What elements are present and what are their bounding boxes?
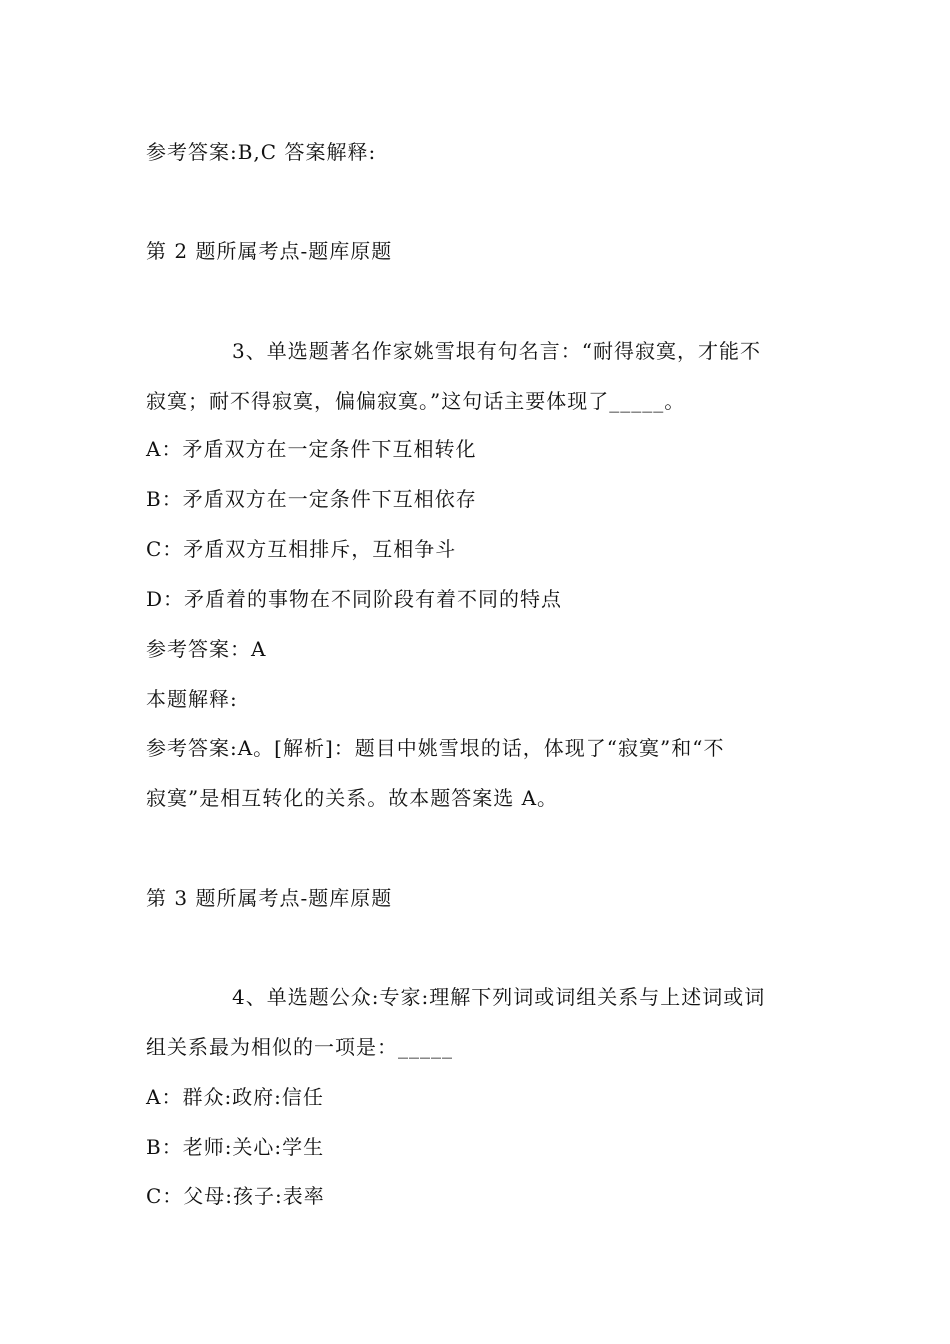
- q4-stem-line1: 4、单选题公众:专家:理解下列词或词组关系与上述词或词: [232, 985, 766, 1009]
- q3-explanation-line2: 寂寞”是相互转化的关系。故本题答案选 A。: [146, 786, 559, 810]
- q4-option-a: A：群众:政府:信任: [146, 1085, 324, 1109]
- q3-option-d: D：矛盾着的事物在不同阶段有着不同的特点: [146, 587, 563, 611]
- q4-option-c: C：父母:孩子:表率: [146, 1184, 325, 1208]
- q3-option-b: B：矛盾双方在一定条件下互相依存: [146, 487, 477, 511]
- q3-stem-line1: 3、单选题著名作家姚雪垠有句名言：“耐得寂寞，才能不: [232, 339, 761, 363]
- q2-answer: 参考答案:B,C 答案解释:: [146, 140, 377, 164]
- q3-option-c: C：矛盾双方互相排斥，互相争斗: [146, 537, 457, 561]
- q3-stem-line2: 寂寞；耐不得寂寞，偏偏寂寞。”这句话主要体现了_____。: [146, 389, 686, 413]
- q3-explanation-line1: 参考答案:A。[解析]：题目中姚雪垠的话，体现了“寂寞”和“不: [146, 736, 725, 760]
- q3-option-a: A：矛盾双方在一定条件下互相转化: [146, 437, 477, 461]
- q3-source: 第 3 题所属考点-题库原题: [146, 886, 393, 910]
- q3-answer: 参考答案：A: [146, 637, 267, 661]
- q3-explanation-label: 本题解释:: [146, 687, 238, 711]
- q2-source: 第 2 题所属考点-题库原题: [146, 239, 393, 263]
- q4-option-b: B：老师:关心:学生: [146, 1135, 325, 1159]
- q4-stem-line2: 组关系最为相似的一项是：_____: [146, 1035, 453, 1059]
